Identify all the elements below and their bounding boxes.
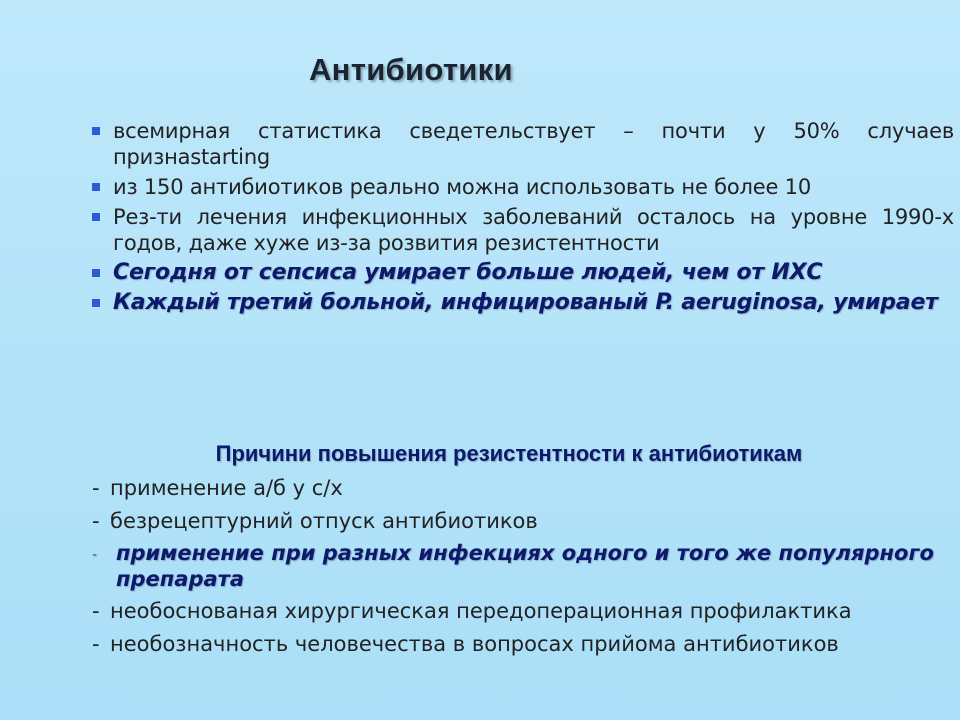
bullet-text: всемирная статистика сведетельствует – почти у 50% случаев признаstarting bbox=[113, 119, 954, 169]
bullet-item-emphasis bbox=[92, 290, 954, 316]
reason-text: применение при разных инфекциях одного и того же популярного препарата bbox=[116, 541, 934, 591]
slide-title: Антибиотики bbox=[309, 52, 513, 87]
dash-marker: - bbox=[92, 476, 100, 500]
reasons-heading: Причини повышения резистентности к антибиотикам bbox=[215, 441, 803, 466]
dash-marker: - bbox=[92, 509, 100, 533]
bullet-text: из 150 антибиотиков реально можна использовать не более 10 bbox=[113, 175, 811, 199]
bullet-square-icon bbox=[92, 213, 100, 221]
reason-text: необоснованая хирургическая передоперационная профилактика bbox=[110, 599, 852, 623]
bullet-square-icon bbox=[92, 127, 100, 135]
bullet-square-icon bbox=[92, 269, 100, 277]
bullet-item bbox=[92, 118, 954, 170]
bullet-text: Сегодня от сепсиса умирает больше людей, чем от ИХС bbox=[113, 260, 823, 285]
dash-marker: - bbox=[92, 632, 100, 656]
bullet-item-emphasis bbox=[92, 260, 954, 286]
reason-item bbox=[92, 507, 954, 535]
reason-item bbox=[92, 630, 954, 658]
reasons-list bbox=[92, 474, 954, 663]
dash-marker: - bbox=[92, 599, 100, 623]
bullet-item bbox=[92, 204, 954, 256]
bullet-text: Рез-ти лечения инфекционных заболеваний осталось на уровне 1990-х годов, даже хуже из-за розвития резистентности bbox=[113, 205, 954, 255]
reason-text: применение а/б у с/х bbox=[110, 476, 343, 500]
reason-item-emphasis bbox=[92, 540, 954, 592]
bullet-square-icon bbox=[92, 183, 100, 191]
bullet-text: Каждый третий больной, инфицированый P. aeruginosa, умирает bbox=[113, 290, 938, 315]
dash-marker: - bbox=[92, 547, 98, 563]
bullet-list bbox=[92, 118, 954, 320]
bullet-item bbox=[92, 174, 954, 200]
reason-text: необозначность человечества в вопросах прийома антибиотиков bbox=[110, 632, 839, 656]
reason-item bbox=[92, 474, 954, 502]
reason-item bbox=[92, 597, 954, 625]
reason-text: безрецептурний отпуск антибиотиков bbox=[110, 509, 538, 533]
bullet-square-icon bbox=[92, 299, 100, 307]
